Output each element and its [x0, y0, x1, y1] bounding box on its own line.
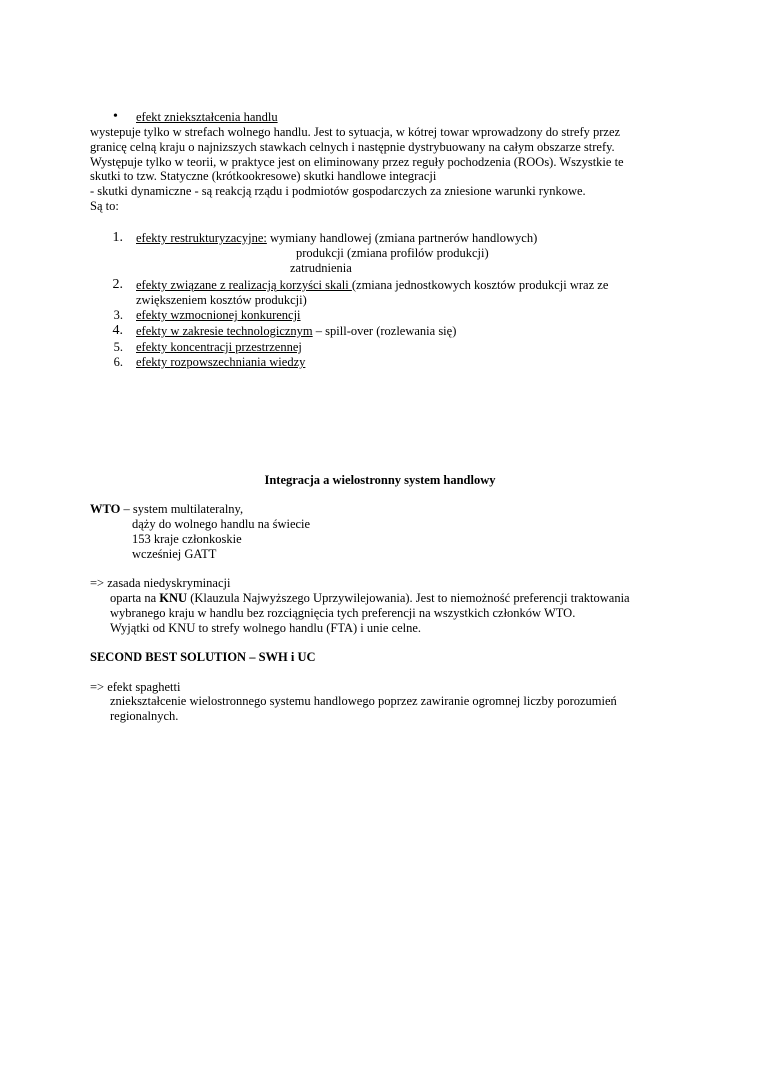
- list-item-3: efekty wzmocnionej konkurencji: [136, 308, 301, 322]
- list-item-text: (zmiana jednostkowych kosztów produkcji wraz ze: [351, 278, 609, 292]
- paragraph-line: skutki to tzw. Statyczne (krótkookresowe) skutki handlowe integracji: [90, 169, 437, 183]
- wto-line: 153 kraje członkoskie: [132, 532, 242, 546]
- zasada-line: => zasada niedyskryminacji: [90, 576, 231, 590]
- wto-line: dąży do wolnego handlu na świecie: [132, 517, 311, 531]
- list-number: 6.: [113, 355, 123, 369]
- list-item-text: – spill-over (rozlewania się): [312, 324, 457, 338]
- list-number: 3.: [113, 308, 123, 322]
- paragraph-line: Występuje tylko w teorii, w praktyce jest on eliminowany przez reguły pochodzenia (ROOs). Wszystkie te: [90, 155, 624, 169]
- wto-line: [90, 502, 243, 517]
- list-item-sub: produkcji (zmiana profilów produkcji): [296, 246, 489, 260]
- zasada-line: wybranego kraju w handlu bez rozciągnięcia tych preferencji na wszystkich członków WTO.: [110, 606, 576, 620]
- paragraph-line: Są to:: [90, 199, 119, 213]
- list-number: 1.: [112, 230, 123, 245]
- list-item-label: efekty restrukturyzacyjne:: [136, 231, 267, 245]
- paragraph-line: granicę celną kraju o najnizszych stawkach celnych i następnie dystrybuowany na całym obszarze strefy.: [90, 140, 615, 154]
- list-item-4: [136, 324, 456, 339]
- knu-label: KNU: [159, 591, 188, 605]
- spaghetti-line: zniekształcenie wielostronnego systemu handlowego poprzez zawiranie ogromnej liczby porozumień: [110, 694, 617, 708]
- zasada-text: oparta na: [110, 591, 160, 605]
- paragraph-line: wystepuje tylko w strefach wolnego handlu. Jest to sytuacja, w kótrej towar wprowadzony do strefy przez: [90, 125, 621, 139]
- wto-text: – system multilateralny,: [120, 502, 244, 516]
- second-best-heading: SECOND BEST SOLUTION – SWH i UC: [90, 650, 316, 664]
- list-item-6: efekty rozpowszechniania wiedzy: [136, 355, 306, 369]
- wto-line: wcześniej GATT: [132, 547, 217, 561]
- paragraph-line: - skutki dynamiczne - są reakcją rządu i podmiotów gospodarczych za zniesione warunki rynkowe.: [90, 184, 586, 198]
- section-heading: Integracja a wielostronny system handlowy: [264, 473, 496, 487]
- list-item-label: efekty w zakresie technologicznym: [136, 324, 313, 338]
- zasada-line: [110, 591, 630, 606]
- list-number: 4.: [112, 323, 123, 338]
- spaghetti-line: => efekt spaghetti: [90, 680, 181, 694]
- bullet-title: efekt zniekształcenia handlu: [136, 110, 278, 124]
- list-item-label: efekty związane z realizacją korzyści skali: [136, 278, 352, 292]
- spaghetti-line: regionalnych.: [110, 709, 179, 723]
- list-item-1: [136, 231, 537, 246]
- list-item-cont: zwiększeniem kosztów produkcji): [136, 293, 307, 307]
- zasada-text: (Klauzula Najwyższego Uprzywilejowania). Jest to niemożność preferencji traktowania: [187, 591, 630, 605]
- list-item-text: wymiany handlowej (zmiana partnerów handlowych): [266, 231, 538, 245]
- wto-label: WTO: [90, 502, 121, 516]
- list-item-sub: zatrudnienia: [290, 261, 352, 275]
- list-item-2: [136, 278, 608, 293]
- zasada-line: Wyjątki od KNU to strefy wolnego handlu (FTA) i unie celne.: [110, 621, 422, 635]
- list-number: 5.: [113, 340, 123, 354]
- list-item-5: efekty koncentracji przestrzennej: [136, 340, 302, 354]
- bullet-dot: •: [113, 109, 118, 124]
- list-number: 2.: [112, 277, 123, 292]
